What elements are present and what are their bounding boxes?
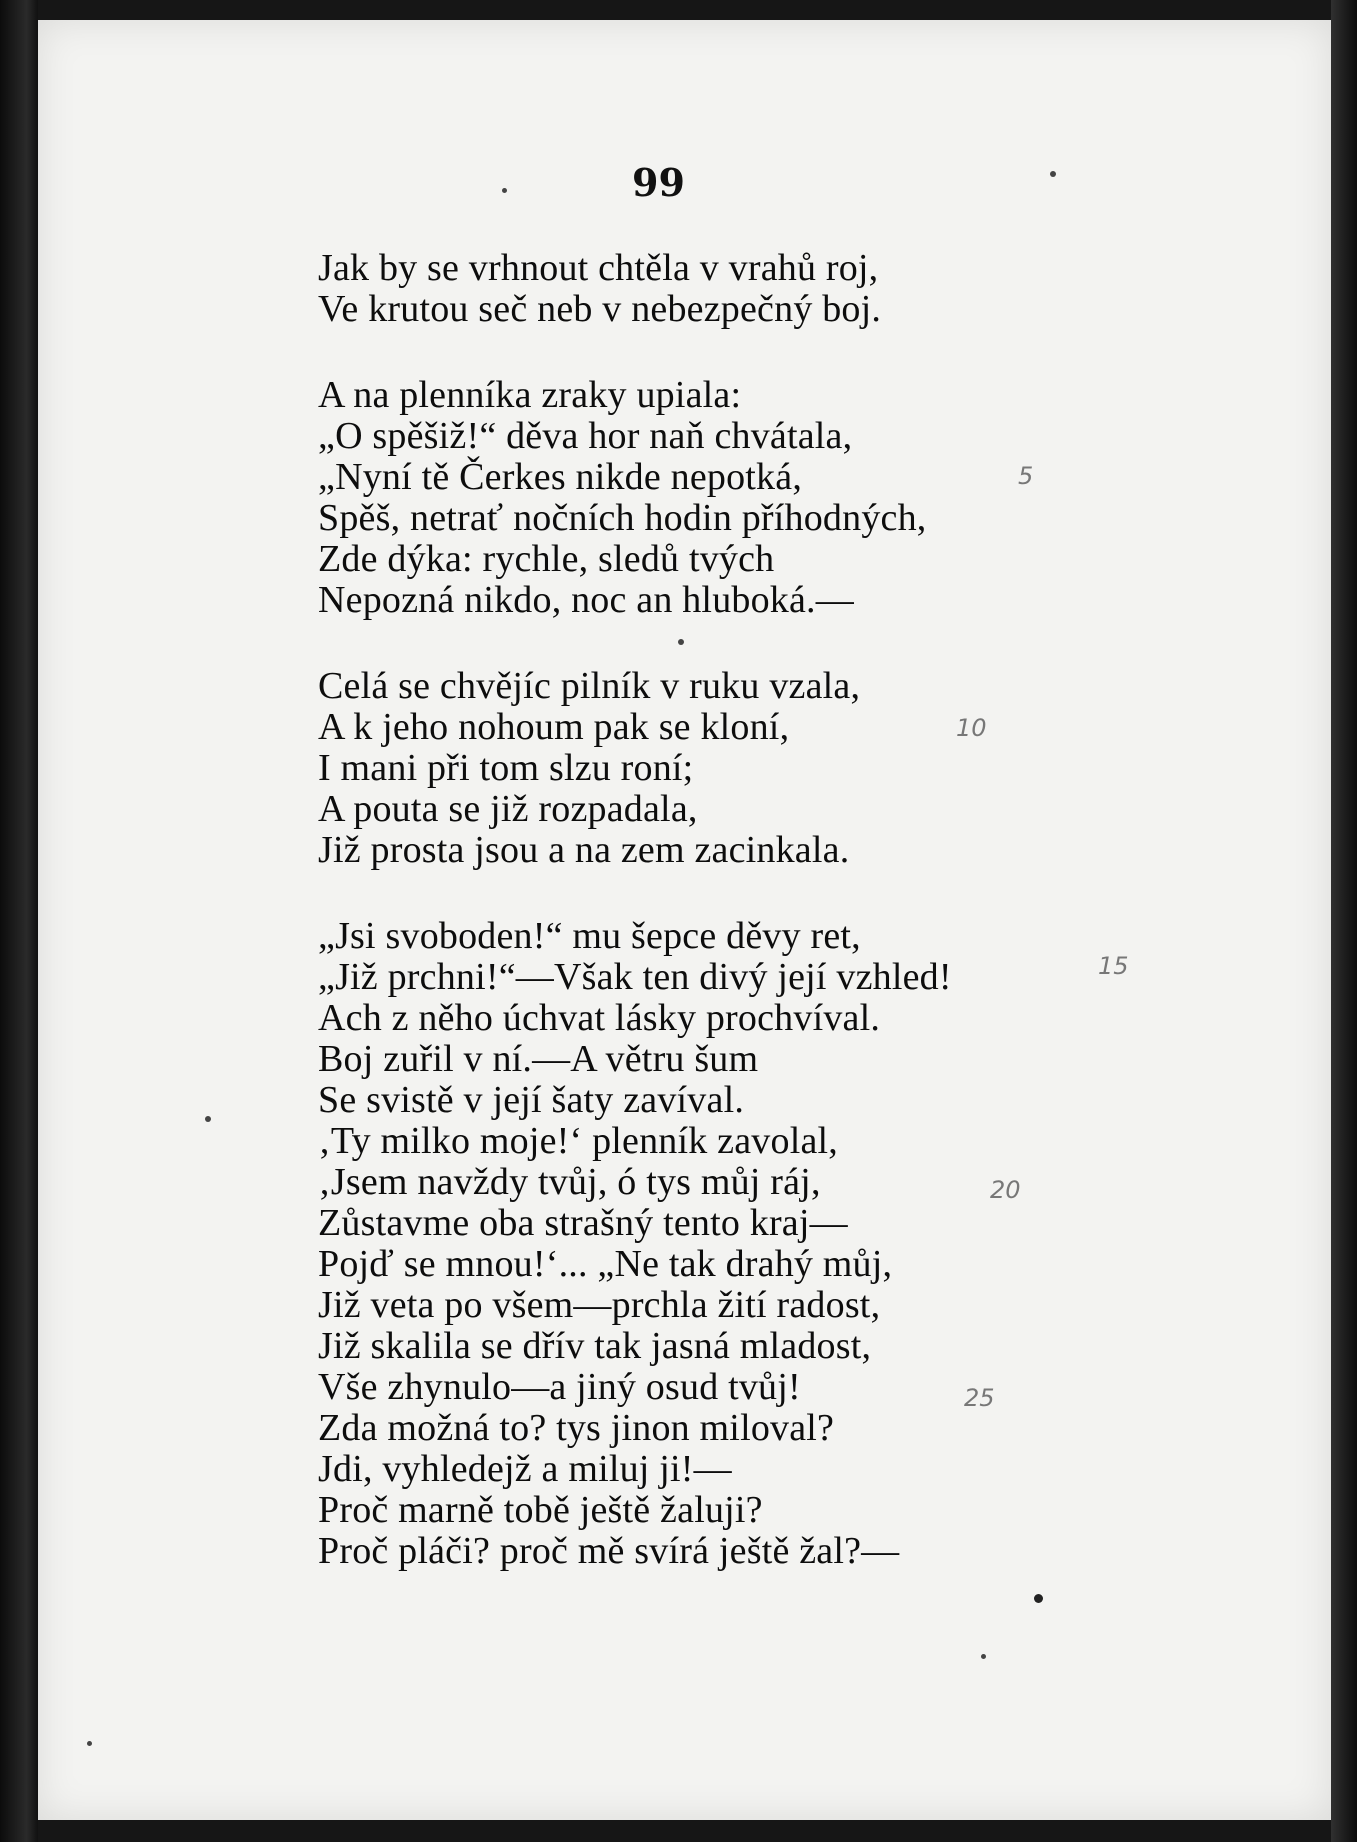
scan-speck: [981, 1654, 986, 1659]
verse-line: ‚Ty milko moje!‘ plenník zavolal,: [318, 1120, 838, 1162]
scan-speck: [678, 639, 684, 645]
verse-line: Jak by se vrhnout chtěla v vrahů roj,: [318, 247, 879, 289]
verse-line: „O spěšiž!“ děva hor naň chvátala,: [318, 415, 853, 457]
verse-line: Již prosta jsou a na zem zacinkala.: [318, 829, 850, 871]
verse-line: Ach z něho úchvat lásky prochvíval.: [318, 997, 881, 1039]
verse-line: Vše zhynulo—a jiný osud tvůj!: [318, 1366, 801, 1408]
binding-shadow-left: [0, 0, 38, 1842]
verse-line: Spěš, netrať nočních hodin příhodných,: [318, 497, 927, 539]
verse-line: Již veta po všem—prchla žití radost,: [318, 1284, 881, 1326]
verse-line: Proč marně tobě ještě žaluji?: [318, 1489, 763, 1531]
scan-speck: [1034, 1594, 1043, 1603]
verse-line: Pojď se mnou!‘... „Ne tak drahý můj,: [318, 1243, 893, 1285]
verse-line: Ve krutou seč neb v nebezpečný boj.: [318, 288, 882, 330]
verse-line: Nepozná nikdo, noc an hluboká.—: [318, 579, 854, 621]
scan-speck: [205, 1116, 211, 1122]
stanza-3: [318, 666, 1118, 871]
poem-text: [318, 248, 1118, 1617]
verse-line: Se svistě v její šaty zavíval.: [318, 1079, 745, 1121]
margin-note-10: 10: [956, 714, 987, 742]
scan-speck: [87, 1741, 92, 1746]
verse-line: „Jsi svoboden!“ mu šepce děvy ret,: [318, 915, 861, 957]
page-number: 99: [632, 160, 685, 205]
verse-line: ‚Jsem navždy tvůj, ó tys můj ráj,: [318, 1161, 821, 1203]
stanza-2: [318, 375, 1118, 621]
scan-speck: [502, 188, 507, 193]
verse-line: Již skalila se dřív tak jasná mladost,: [318, 1325, 872, 1367]
verse-line: Zde dýka: rychle, sledů tvých: [318, 538, 775, 580]
verse-line: „Nyní tě Čerkes nikde nepotká,: [318, 456, 803, 498]
verse-line: Boj zuřil v ní.—A větru šum: [318, 1038, 759, 1080]
verse-line: Celá se chvějíc pilník v ruku vzala,: [318, 665, 861, 707]
verse-line: A na plenníka zraky upiala:: [318, 374, 742, 416]
page-edge-right: [1331, 0, 1357, 1842]
stanza-1: [318, 248, 1118, 330]
verse-line: „Již prchni!“—Však ten divý její vzhled!: [318, 956, 952, 998]
verse-line: Jdi, vyhledejž a miluj ji!—: [318, 1448, 732, 1490]
verse-line: A k jeho nohoum pak se kloní,: [318, 706, 790, 748]
verse-line: Proč pláči? proč mě svírá ještě žal?—: [318, 1530, 900, 1572]
margin-note-25: 25: [964, 1384, 995, 1412]
scan-speck: [1050, 171, 1056, 177]
verse-line: Zůstavme oba strašný tento kraj—: [318, 1202, 848, 1244]
margin-note-5: 5: [1018, 462, 1034, 490]
margin-note-15: 15: [1098, 952, 1129, 980]
stanza-4: [318, 916, 1118, 1572]
verse-line: Zda možná to? tys jinon miloval?: [318, 1407, 835, 1449]
margin-note-20: 20: [990, 1176, 1021, 1204]
verse-line: I mani při tom slzu roní;: [318, 747, 694, 789]
verse-line: A pouta se již rozpadala,: [318, 788, 698, 830]
